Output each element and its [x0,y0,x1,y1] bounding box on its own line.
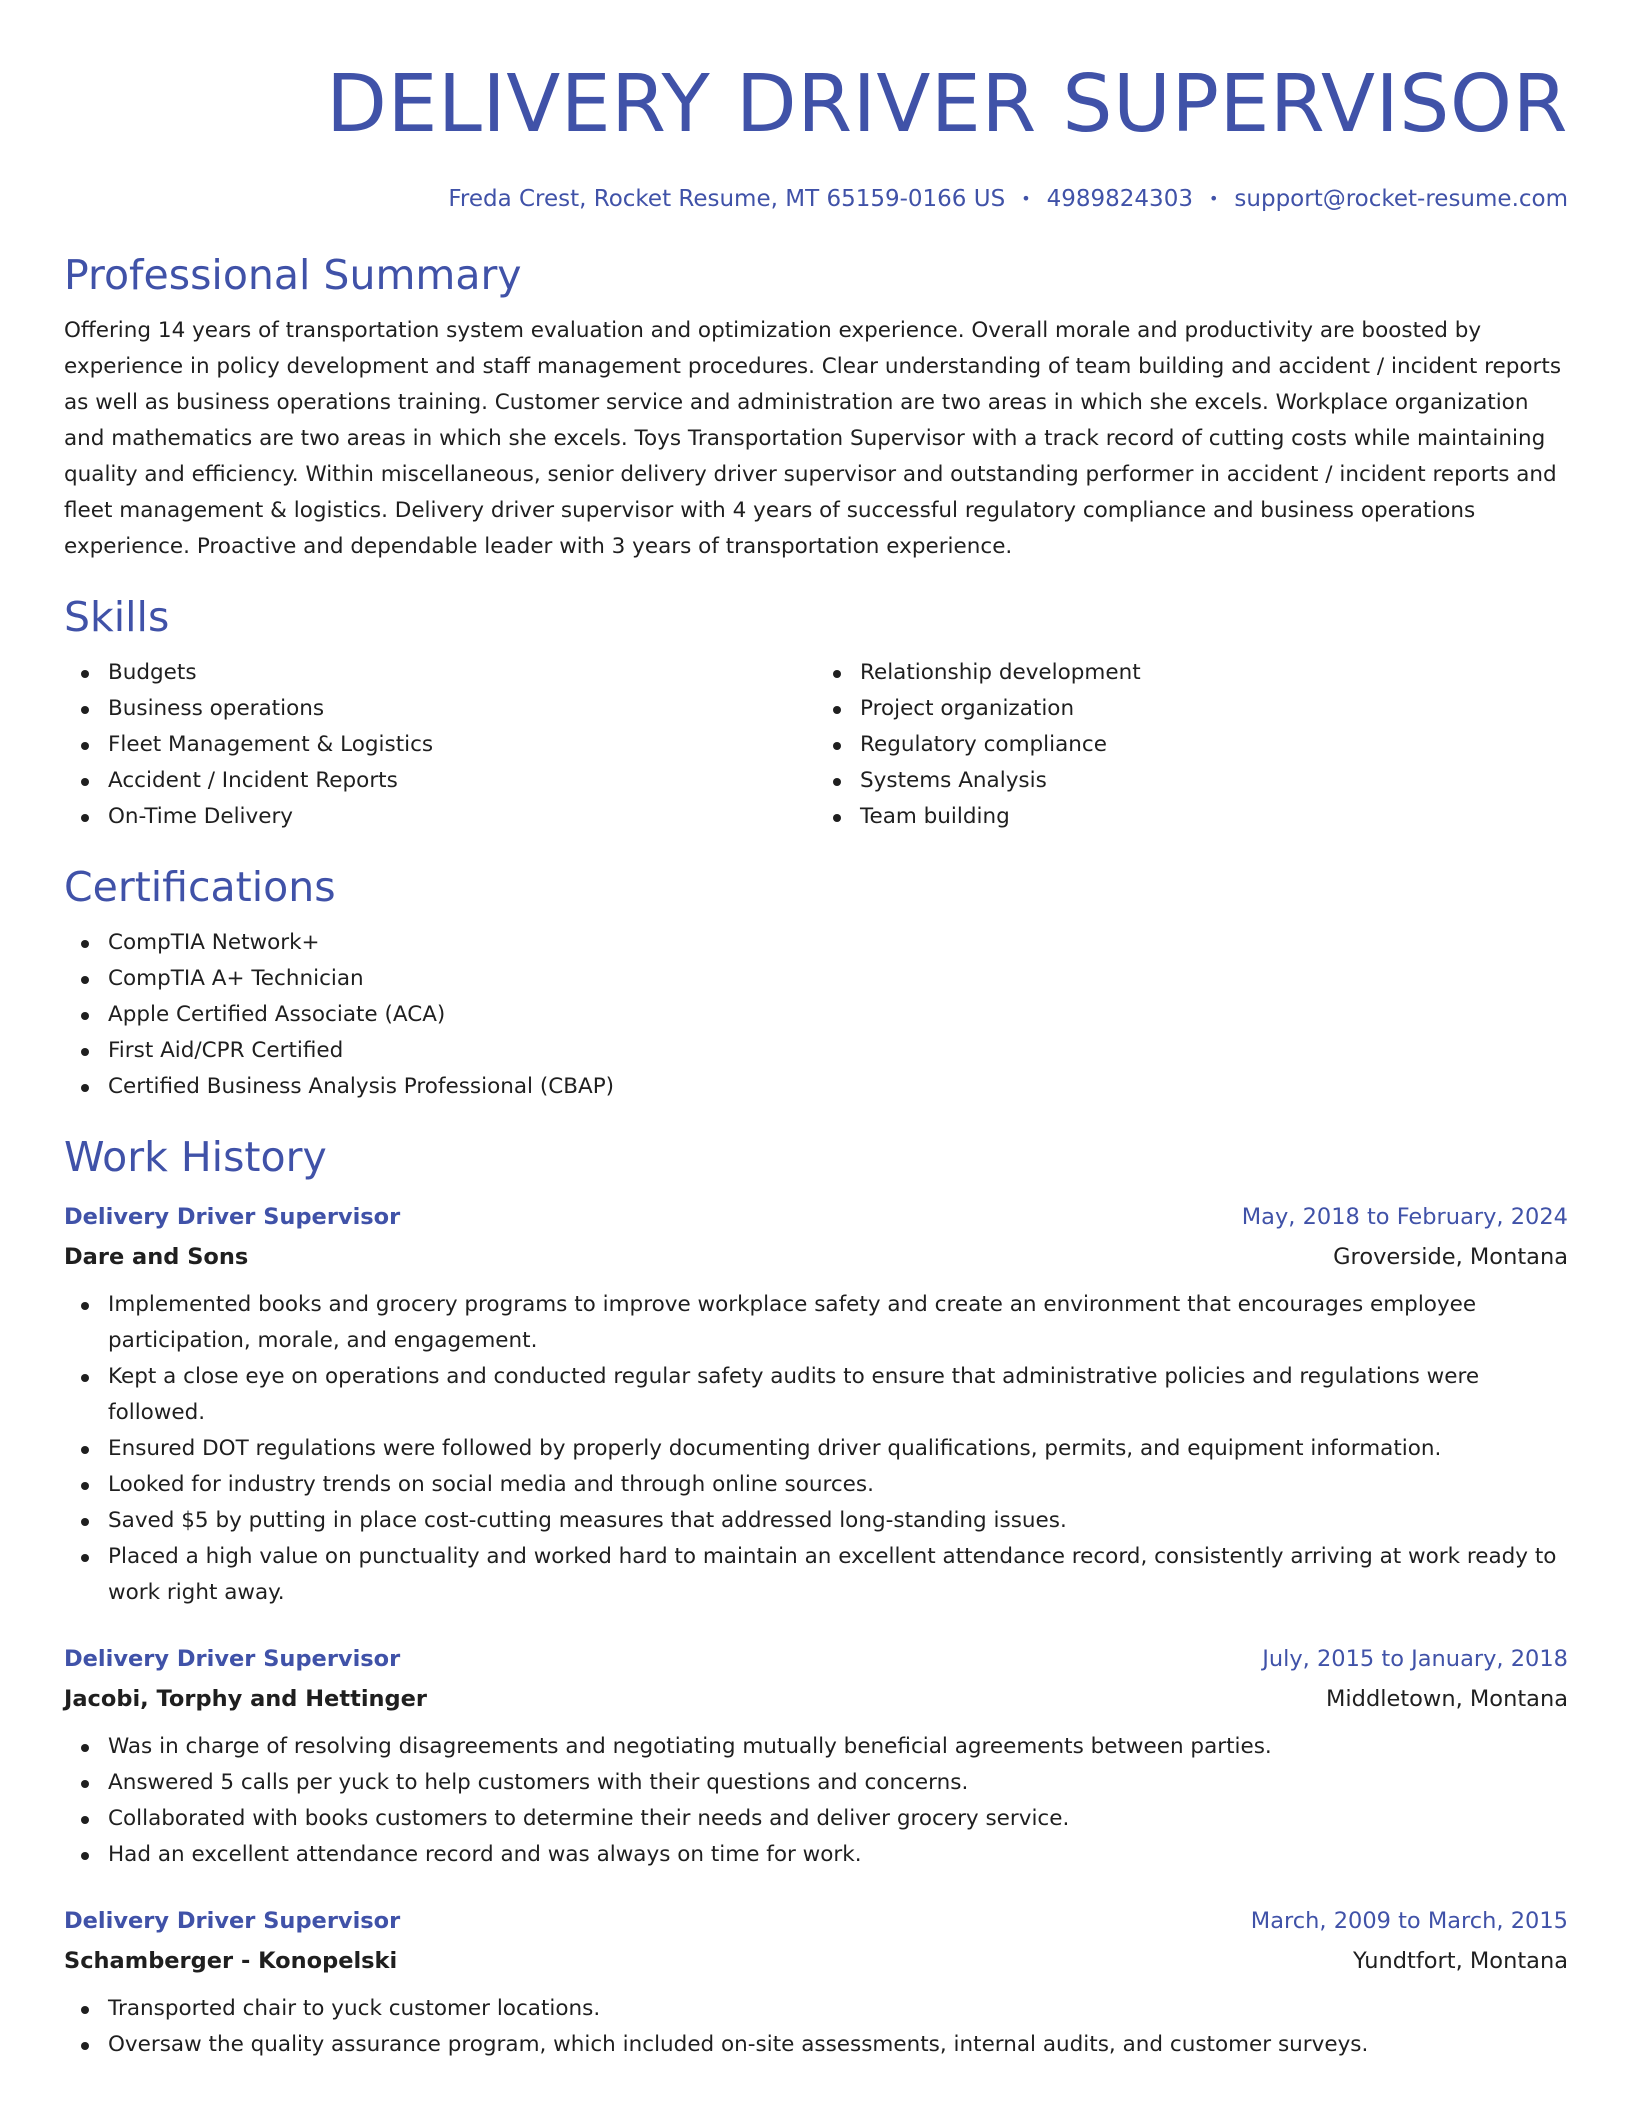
skill-item: Project organization [860,691,1568,727]
job-location: Middletown, Montana [1326,1686,1568,1712]
skills-heading: Skills [64,593,170,641]
skill-item: Regulatory compliance [860,727,1568,763]
certification-item: Apple Certified Associate (ACA) [108,997,1568,1033]
contact-separator: • [1021,189,1031,208]
skills-list-left [64,655,816,835]
job-header-row [64,1197,1568,1237]
job-location: Yundtfort, Montana [1353,1948,1568,1974]
skill-item: Relationship development [860,655,1568,691]
skill-item: Accident / Incident Reports [108,763,816,799]
certifications-heading: Certifications [64,863,336,911]
job-bullet: Had an excellent attendance record and was always on time for work. [108,1837,1568,1873]
skill-item: Business operations [108,691,816,727]
job-bullet: Transported chair to yuck customer locations. [108,1991,1568,2027]
skill-item: Budgets [108,655,816,691]
skills-columns [64,655,1568,835]
work-history-heading: Work History [64,1133,327,1181]
summary-text: Offering 14 years of transportation system evaluation and optimization experience. Overall morale and productivity are boosted by experience in policy development and staff management procedures. Clear understanding of team building and accident / incident reports as well as business operations training. Customer service and administration are two areas in which she excels. Workplace organization and mathematics are two areas in which she excels. Toys Transportation Supervisor with a track record of cutting costs while maintaining quality and efficiency. Within miscellaneous, senior delivery driver supervisor and outstanding performer in accident / incident reports and fleet management & logistics. Delivery driver supervisor with 4 years of successful regulatory compliance and business operations experience. Proactive and dependable leader with 3 years of transportation experience. [64,318,1562,559]
job-header-row [64,1639,1568,1679]
job-bullets [64,1729,1568,1873]
skill-item: On-Time Delivery [108,799,816,835]
job-bullet: Saved $5 by putting in place cost-cutting measures that addressed long-standing issues. [108,1503,1568,1539]
job-bullet: Was in charge of resolving disagreements and negotiating mutually beneficial agreements between parties. [108,1729,1568,1765]
job-title: Delivery Driver Supervisor [64,1908,401,1934]
job-bullet: Kept a close eye on operations and conducted regular safety audits to ensure that administrative policies and regulations were followed. [108,1359,1568,1431]
job-bullet: Oversaw the quality assurance program, which included on-site assessments, internal audits, and customer surveys. [108,2027,1568,2063]
job-title: Delivery Driver Supervisor [64,1646,401,1672]
job-company: Jacobi, Torphy and Hettinger [64,1686,428,1712]
skill-item: Fleet Management & Logistics [108,727,816,763]
contact-separator: • [1208,189,1219,208]
job-title: Delivery Driver Supervisor [64,1204,401,1230]
job-bullet: Ensured DOT regulations were followed by properly documenting driver qualifications, permits, and equipment information. [108,1431,1568,1467]
job-bullet: Implemented books and grocery programs to improve workplace safety and create an environment that encourages employee participation, morale, and engagement. [108,1287,1568,1359]
resume-header [64,56,1568,214]
skills-list-right [816,655,1568,835]
job-company-row [64,1237,1568,1277]
contact-phone: 4989824303 [1046,186,1193,212]
job-entry [64,1639,1568,1873]
job-header-row [64,1901,1568,1941]
job-bullets [64,1287,1568,1611]
job-dates: July, 2015 to January, 2018 [1262,1646,1568,1672]
job-bullet: Collaborated with books customers to determine their needs and deliver grocery service. [108,1801,1568,1837]
job-company: Dare and Sons [64,1244,249,1270]
summary-heading: Professional Summary [64,251,522,299]
job-bullet: Looked for industry trends on social media and through online sources. [108,1467,1568,1503]
job-entry [64,1901,1568,2063]
contact-line [64,184,1568,214]
certification-item: CompTIA Network+ [108,925,1568,961]
job-location: Groverside, Montana [1333,1244,1568,1270]
job-bullets [64,1991,1568,2063]
certification-item: First Aid/CPR Certified [108,1033,1568,1069]
job-bullet: Placed a high value on punctuality and worked hard to maintain an excellent attendance record, consistently arriving at work ready to work right away. [108,1539,1568,1611]
resume-page [64,0,1568,2063]
certification-item: CompTIA A+ Technician [108,961,1568,997]
job-company: Schamberger - Konopelski [64,1948,398,1974]
contact-email[interactable]: support@rocket-resume.com [1234,186,1568,212]
skill-item: Systems Analysis [860,763,1568,799]
skill-item: Team building [860,799,1568,835]
job-company-row [64,1941,1568,1981]
job-bullet: Answered 5 calls per yuck to help customers with their questions and concerns. [108,1765,1568,1801]
contact-address: Freda Crest, Rocket Resume, MT 65159-0166 US [448,186,1006,212]
certification-item: Certified Business Analysis Professional (CBAP) [108,1069,1568,1105]
job-dates: May, 2018 to February, 2024 [1241,1204,1568,1230]
candidate-title: DELIVERY DRIVER SUPERVISOR [326,58,1568,150]
job-dates: March, 2009 to March, 2015 [1250,1908,1568,1934]
job-entry [64,1197,1568,1611]
certifications-list [64,925,1568,1105]
job-company-row [64,1679,1568,1719]
